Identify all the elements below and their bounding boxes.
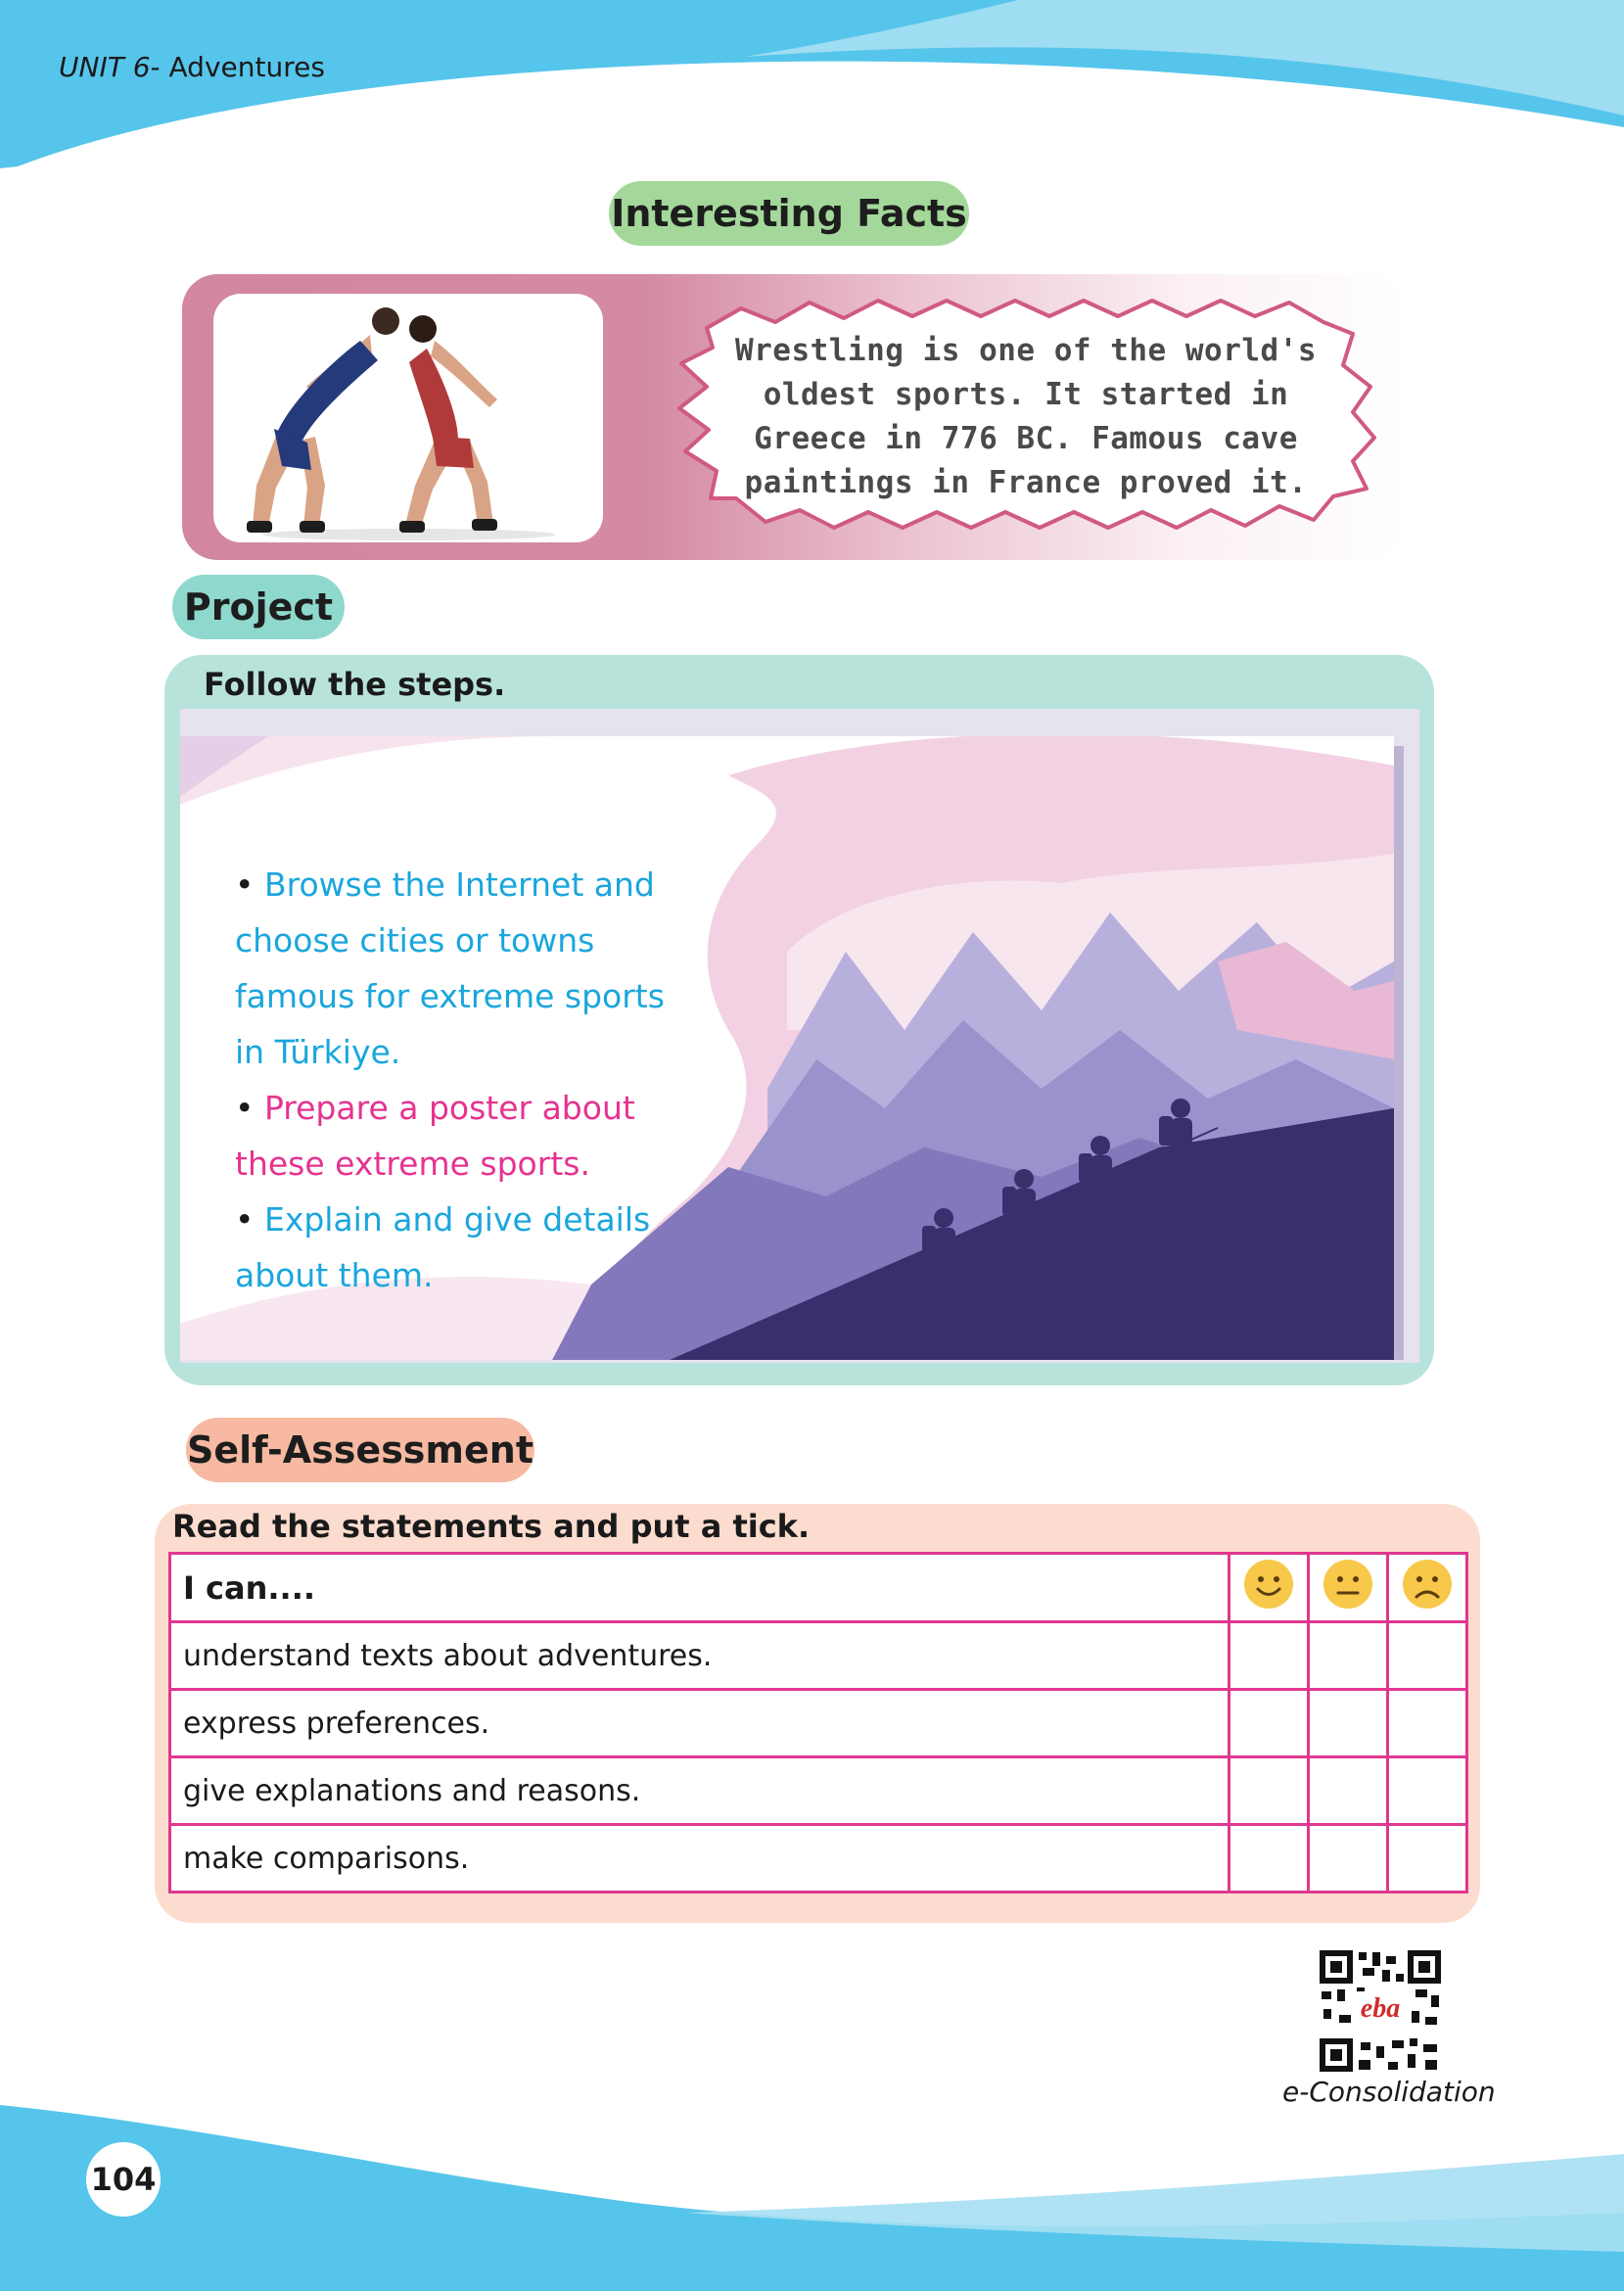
table-row <box>170 1825 1467 1893</box>
i-can-header: I can.... <box>170 1554 1230 1622</box>
facts-line: paintings in France proved it. <box>744 465 1308 500</box>
bullet-icon: • <box>235 1089 264 1127</box>
statement-cell: understand texts about adventures. <box>170 1622 1230 1690</box>
unit-number: UNIT 6 <box>59 51 151 83</box>
step-line: about them. <box>235 1256 434 1294</box>
statement-cell: express preferences. <box>170 1690 1230 1757</box>
self-assessment-instruction: Read the statements and put a tick. <box>172 1508 811 1545</box>
table-row <box>170 1690 1467 1757</box>
unit-label <box>59 51 325 83</box>
tick-cell-happy[interactable] <box>1230 1757 1309 1825</box>
neutral-face-icon <box>1309 1554 1388 1622</box>
page-number: 104 <box>86 2142 161 2217</box>
qr-caption: e-Consolidation <box>1282 2076 1496 2108</box>
qr-logo-text: eba <box>1360 1993 1401 2024</box>
facts-line: Wrestling is one of the world's <box>734 333 1318 368</box>
qr-code-icon[interactable] <box>1318 1948 1443 2074</box>
interesting-facts-heading: Interesting Facts <box>609 181 969 246</box>
header-band <box>0 0 1624 176</box>
happy-face-icon <box>1230 1554 1309 1622</box>
tick-cell-neutral[interactable] <box>1309 1690 1388 1757</box>
tick-cell-happy[interactable] <box>1230 1825 1309 1893</box>
tick-cell-sad[interactable] <box>1388 1690 1467 1757</box>
step-line: famous for extreme sports <box>235 977 665 1015</box>
step-explain <box>235 1192 666 1303</box>
footer-band <box>0 2095 1624 2291</box>
facts-line: oldest sports. It started in <box>763 377 1289 412</box>
self-assessment-heading: Self-Assessment <box>186 1418 534 1482</box>
facts-line: Greece in 776 BC. Famous cave <box>754 421 1298 456</box>
tick-cell-happy[interactable] <box>1230 1690 1309 1757</box>
sad-face-icon <box>1388 1554 1467 1622</box>
step-line: these extreme sports. <box>235 1145 590 1183</box>
statement-cell: give explanations and reasons. <box>170 1757 1230 1825</box>
step-line: Explain and give details <box>263 1200 651 1239</box>
project-heading: Project <box>172 575 345 639</box>
bullet-icon: • <box>235 865 264 904</box>
tick-cell-sad[interactable] <box>1388 1757 1467 1825</box>
tick-cell-happy[interactable] <box>1230 1622 1309 1690</box>
unit-title: - Adventures <box>150 51 325 83</box>
tick-cell-sad[interactable] <box>1388 1825 1467 1893</box>
step-poster <box>235 1080 666 1192</box>
facts-text <box>726 329 1325 505</box>
tick-cell-neutral[interactable] <box>1309 1622 1388 1690</box>
self-assessment-table <box>168 1552 1468 1894</box>
tick-cell-neutral[interactable] <box>1309 1825 1388 1893</box>
table-row <box>170 1622 1467 1690</box>
tick-cell-neutral[interactable] <box>1309 1757 1388 1825</box>
project-instruction: Follow the steps. <box>204 666 506 703</box>
step-line: in Türkiye. <box>235 1033 401 1071</box>
step-line: Browse the Internet and <box>263 865 655 904</box>
table-header-row <box>170 1554 1467 1622</box>
tick-cell-sad[interactable] <box>1388 1622 1467 1690</box>
bullet-icon: • <box>235 1200 264 1239</box>
table-row <box>170 1757 1467 1825</box>
project-frame-edge <box>1394 746 1404 1360</box>
project-steps <box>235 857 666 1303</box>
step-line: choose cities or towns <box>235 921 595 959</box>
statement-cell: make comparisons. <box>170 1825 1230 1893</box>
wrestlers-photo <box>213 294 603 542</box>
step-browse <box>235 857 666 1080</box>
step-line: Prepare a poster about <box>263 1089 635 1127</box>
